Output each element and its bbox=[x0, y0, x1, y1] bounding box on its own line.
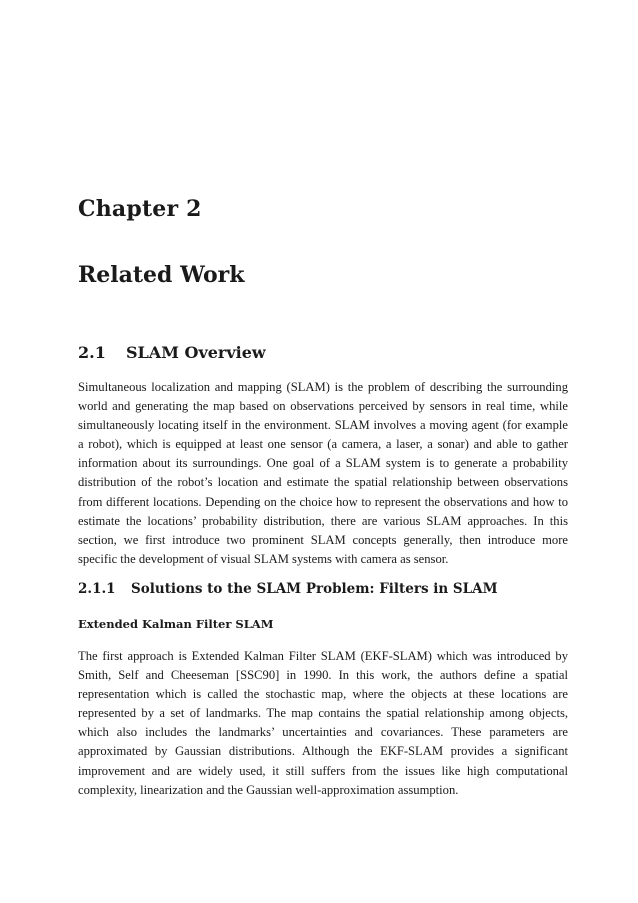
subsection-number: 2.1.1 bbox=[78, 581, 116, 597]
section-paragraph: Simultaneous localization and mapping (SLAM) is the problem of describing the surrounding world and generating the map based on observations perceived by sensors in real time, while simultaneously locating itself in the environment. SLAM involves a moving agent (for example a robot), which is equipped at least one sensor (a camera, a laser, a sonar) and able to gather information about its surroundings. One goal of a SLAM system is to generate a probability distribution of the robot’s location and estimate the spatial relationship between observations from different locations. Depending on the choice how to represent the observations and how to estimate the locations’ probability distribution, there are various SLAM approaches. In this section, we first introduce two prominent SLAM concepts generally, then introduce more specific the development of visual SLAM systems with camera as sensor. bbox=[78, 380, 568, 566]
ekf-paragraph: The first approach is Extended Kalman Filter SLAM (EKF-SLAM) which was introduced by Smith, Self and Cheeseman [SSC90] in 1990. In this work, the authors define a spatial representation which is called the stochastic map, where the objects at these locations are represented by a set of landmarks. The map contains the spatial relationship among objects, which also includes the landmarks’ uncertainties and covariances. These parameters are approximated by Gaussian distributions. Although the EKF-SLAM provides a significant improvement and are widely used, it still suffers from the issues like high computational complexity, linearization and the Gaussian well-approximation assumption. bbox=[78, 649, 568, 797]
section-heading bbox=[78, 343, 266, 362]
chapter-label: Chapter 2 bbox=[78, 196, 202, 222]
paragraph-heading: Extended Kalman Filter SLAM bbox=[78, 617, 274, 631]
chapter-title: Related Work bbox=[78, 262, 245, 288]
section-number: 2.1 bbox=[78, 343, 106, 362]
subsection-title: Solutions to the SLAM Problem: Filters in SLAM bbox=[131, 581, 498, 597]
section-title: SLAM Overview bbox=[126, 343, 266, 362]
subsection-heading bbox=[78, 581, 498, 597]
